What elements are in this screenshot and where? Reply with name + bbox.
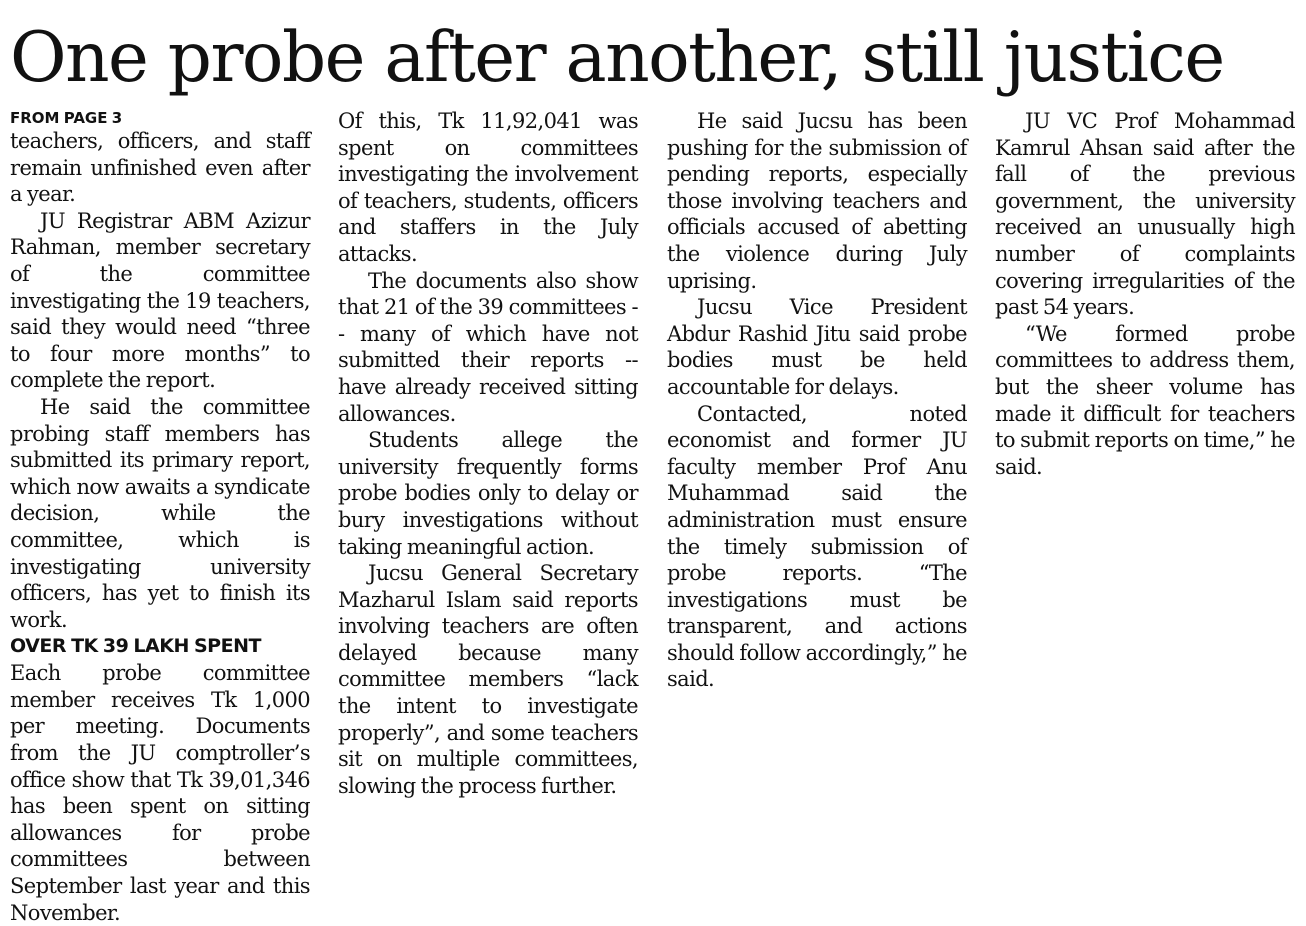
paragraph: Jucsu General Secretary Mazharul Islam said reports involving teachers are often delayed because many committee members “lack the intent to investigate properly”, and some teachers sit on multiple committees, slowing the process further. xyxy=(338,561,638,798)
article-column-3 xyxy=(667,108,967,693)
paragraph: “We formed probe committees to address them, but the sheer volume has made it difficult for teachers to submit reports on time,” he said. xyxy=(995,321,1295,479)
paragraph: Of this, Tk 11,92,041 was spent on committees investigating the involvement of teachers, students, officers and staffers in the July attacks. xyxy=(338,109,638,266)
paragraph: Contacted, noted economist and former JU faculty member Prof Anu Muhammad said the administration must ensure the timely submission of probe reports. “The investigations must be transparent, and actions should follow accordingly,” he said. xyxy=(667,401,967,692)
paragraph: He said Jucsu has been pushing for the submission of pending reports, especially those involving teachers and officials accused of abetting the violence during July uprising. xyxy=(667,109,967,293)
article-column-1 xyxy=(10,108,310,926)
article-column-4 xyxy=(995,108,1295,480)
headline: One probe after another, still justice xyxy=(10,18,1224,98)
article-column-2 xyxy=(338,108,638,799)
section-subhead: OVER TK 39 LAKH SPENT xyxy=(10,635,261,658)
paragraph: JU VC Prof Mohammad Kamrul Ahsan said after the fall of the previous government, the university received an unusually high number of complaints covering irregularities of the past 54 years. xyxy=(995,109,1295,320)
paragraph: The documents also show that 21 of the 39 committees -- many of which have not submitted their reports -- have already received sitting allowances. xyxy=(338,268,638,426)
paragraph: Jucsu Vice President Abdur Rashid Jitu said probe bodies must be held accountable for delays. xyxy=(667,295,967,399)
paragraph: He said the committee probing staff members has submitted its primary report, which now awaits a syndicate decision, while the committee, which is investigating university officers, has yet to finish its work. xyxy=(10,394,310,632)
paragraph: Students allege the university frequently forms probe bodies only to delay or bury investigations without taking meaningful action. xyxy=(338,428,638,559)
paragraph: teachers, officers, and staff remain unfinished even after a year. xyxy=(10,129,310,207)
paragraph: Each probe committee member receives Tk 1,000 per meeting. Documents from the JU comptroller’s office show that Tk 39,01,346 has been spent on sitting allowances for probe committees between September last year and this November. xyxy=(10,661,310,925)
paragraph: JU Registrar ABM Azizur Rahman, member secretary of the committee investigating the 19 teachers, said they would need “three to four more months” to complete the report. xyxy=(10,208,310,393)
continuation-kicker: FROM PAGE 3 xyxy=(10,109,123,127)
